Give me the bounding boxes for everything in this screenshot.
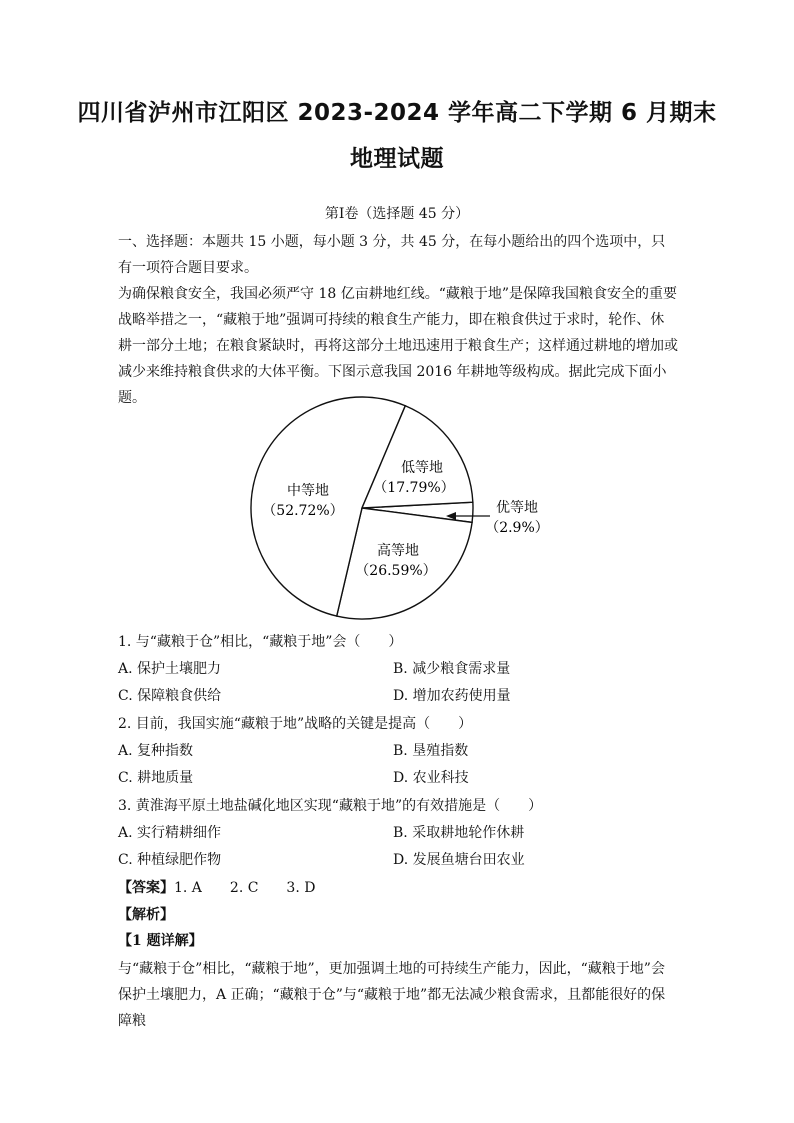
question-3-option-c: C. 种植绿肥作物 (118, 852, 222, 868)
question-1-option-a: A. 保护土壤肥力 (118, 661, 222, 677)
question-3-option-d: D. 发展鱼塘台田农业 (393, 852, 525, 868)
pie-value-excellent: （2.9%） (485, 520, 549, 536)
question-3-option-b: B. 采取耕地轮作休耕 (393, 825, 525, 841)
section-title: 第Ⅰ卷（选择题 45 分） (324, 206, 470, 222)
answer-label: 【答案】 (118, 880, 174, 896)
question-1-option-b: B. 减少粮食需求量 (393, 661, 511, 677)
explanation-paragraph: 与“藏粮于仓”相比，“藏粮于地”，更加强调土地的可持续生产能力，因此，“藏粮于地”会保护土壤肥力，A 正确；“藏粮于仓”与“藏粮于地”都无法减少粮食需求，且都能很好的保障粮 (118, 961, 666, 1029)
pie-label-medium: 中等地 (287, 483, 329, 499)
question-2-option-d: D. 农业科技 (393, 770, 469, 786)
question-1-option-d: D. 增加农药使用量 (393, 688, 511, 704)
question-1-stem: 1. 与“藏粮于仓”相比，“藏粮于地”会（ ） (118, 634, 403, 650)
page-subtitle: 地理试题 (350, 146, 444, 172)
material-paragraph: 为确保粮食安全，我国必须严守 18 亿亩耕地红线。“藏粮于地”是保障我国粮食安全的重要战略举措之一，“藏粮于地”强调可持续的粮食生产能力，即在粮食供过于求时，轮作、休耕一部分土地；在粮食紧缺时，再将这部分土地迅速用于粮食生产；这样通过耕地的增加或减少来维持粮食供求的大体平衡。下图示意我国 2016 年耕地等级构成。据此完成下面小题。 (118, 286, 678, 406)
question-2-option-a: A. 复种指数 (118, 743, 194, 759)
pie-value-high: （26.59%） (355, 563, 437, 579)
detail-label: 【1 题详解】 (118, 933, 203, 949)
pie-label-high: 高等地 (377, 543, 419, 559)
question-2-stem: 2. 目前，我国实施“藏粮于地”战略的关键是提高（ ） (118, 716, 473, 732)
analysis-label: 【解析】 (118, 907, 174, 923)
pie-label-excellent: 优等地 (496, 500, 538, 516)
question-1-option-c: C. 保障粮食供给 (118, 688, 222, 704)
pie-value-medium: （52.72%） (262, 503, 344, 519)
question-3-option-a: A. 实行精耕细作 (118, 825, 222, 841)
page-title: 四川省泸州市江阳区 2023-2024 学年高二下学期 6 月期末 (77, 100, 717, 126)
question-2-option-b: B. 垦殖指数 (393, 743, 469, 759)
answer-values: 1. A 2. C 3. D (174, 880, 316, 896)
pie-chart (0, 392, 794, 632)
question-2-option-c: C. 耕地质量 (118, 770, 194, 786)
instructions: 一、选择题：本题共 15 小题，每小题 3 分，共 45 分，在每小题给出的四个选项中，只有一项符合题目要求。 (118, 234, 666, 276)
answer-line (118, 877, 315, 897)
pie-value-low: （17.79%） (373, 480, 455, 496)
question-3-stem: 3. 黄淮海平原土地盐碱化地区实现“藏粮于地”的有效措施是（ ） (118, 798, 543, 814)
pie-label-low: 低等地 (401, 460, 443, 476)
